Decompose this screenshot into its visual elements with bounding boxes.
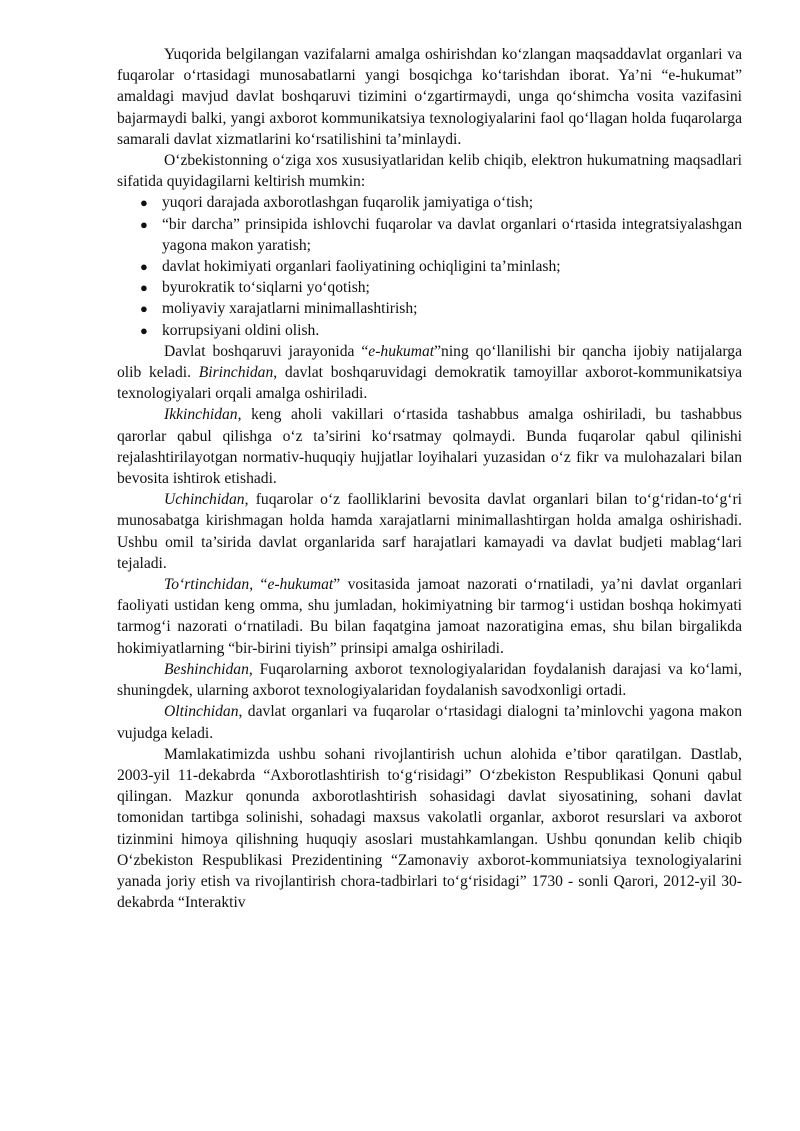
list-item: ● “bir darcha” prinsipida ishlovchi fuqarolar va davlat organlari o‘rtasida integratsiyalashgan yagona makon yaratish; xyxy=(140,215,742,254)
paragraph-fifth: Beshinchidan, Fuqarolarning axborot texnologiyalaridan foydalanish darajasi va ko‘lami, shuningdek, ularning axborot texnologiyalaridan foydalanish savodxonligi ortadi. xyxy=(117,660,742,700)
bullet-icon: ● xyxy=(140,280,148,296)
paragraph-benefits: Davlat boshqaruvi jarayonida “e-hukumat”ning qo‘llanilishi bir qancha ijobiy natijalarga olib keladi. Birinchidan, davlat boshqaruvidagi demokratik tamoyillar axborot-kommunikatsiya texnologiyalari orqali amalga oshiriladi. xyxy=(117,342,743,403)
paragraph-second: Ikkinchidan, keng aholi vakillari o‘rtasida tashabbus amalga oshiriladi, bu tashabbus qarorlar qabul qilishga o‘z ta’sirini ko‘rsatmay qolmaydi. Bunda fuqarolar qabul qilinishi rejalashtirilayotgan normativ-huquqiy hujjatlar loyihalari yuzasidan o‘z fikr va mulohazalari bilan bevosita ishtirok etishadi. xyxy=(117,406,742,488)
bullet-icon: ● xyxy=(140,301,148,317)
paragraph-sixth: Oltinchidan, davlat organlari va fuqarolar o‘rtasidagi dialogni ta’minlovchi yagona makon vujudga keladi. xyxy=(117,703,742,742)
goals-list xyxy=(117,192,742,340)
bullet-icon: ● xyxy=(140,195,148,211)
list-item: ● korrupsiyani oldini olish. xyxy=(162,320,742,341)
list-item: ● davlat hokimiyati organlari faoliyatining ochiqligini ta’minlash; xyxy=(162,256,742,277)
paragraph-fourth: To‘rtinchidan, “e-hukumat” vositasida jamoat nazorati o‘rnatiladi, ya’ni davlat organlari faoliyati ustidan keng omma, shu jumladan, hokimiyatning bir tarmog‘i ustidan boshqa hokimyati tarmog‘i nazorati o‘rnatiladi. Bu bilan faqatgina jamoat nazoratigina emas, shu bilan birgalikda hokimiyatlarning “bir-birini tiyish” prinsipi amalga oshiriladi. xyxy=(117,576,743,657)
bullet-icon: ● xyxy=(140,259,148,275)
paragraph-goals-lead: O‘zbekistonning o‘ziga xos xususiyatlaridan kelib chiqib, elektron hukumatning maqsadlari sifatida quyidagilarni keltirish mumkin: xyxy=(117,152,742,191)
paragraph-legislation: Mamlakatimizda ushbu sohani rivojlantirish uchun alohida e’tibor qaratilgan. Dastlab, 2003-yil 11-dekabrda “Axborotlashtirish to‘g‘risidagi” O‘zbekiston Respublikasi Qonuni qabul qilingan. Mazkur qonunda axborotlashtirish sohasidagi davlat siyosatining, sohani davlat tomonidan tartibga solinishi, sohadagi maxsus vakolatli organlar, axborot resurslari va axborot tizinmini himoya qilishning huquqiy asoslari mustahkamlangan. Ushbu qonundan kelib chiqib O‘zbekiston Respublikasi Prezidentining “Zamonaviy axborot-kommuniatsiya texnologiyalarini yanada joriy etish va rivojlantirish chora-tadbirlari to‘g‘risidagi” 1730 - sonli Qarori, 2012-yil 30-dekabrda “Interaktiv xyxy=(117,745,742,912)
bullet-icon: ● xyxy=(140,322,148,338)
paragraph-third: Uchinchidan, fuqarolar o‘z faolliklarini bevosita davlat organlari bilan to‘g‘ridan-to‘g‘ri munosabatga kirishmagan holda hamda xarajatlarni minimallashtirgan holda amalga oshirishadi. Ushbu omil ta’sirida davlat organlarida sarf harajatlari kamayadi va davlat budjeti mablag‘lari tejaladi. xyxy=(117,491,742,572)
list-item: ● yuqori darajada axborotlashgan fuqarolik jamiyatiga o‘tish; xyxy=(162,192,742,213)
list-item: ● byurokratik to‘siqlarni yo‘qotish; xyxy=(162,277,742,298)
paragraph-intro: Yuqorida belgilangan vazifalarni amalga oshirishdan ko‘zlangan maqsaddavlat organlari va fuqarolar o‘rtasidagi munosabatlarni yangi bosqichga ko‘tarishdan iborat. Ya’ni “e-hukumat” amaldagi mavjud davlat boshqaruvi tizimini o‘zgartirmaydi, unga qo‘shimcha vosita vazifasini bajarmaydi balki, yangi axborot kommunikatsiya texnologiyalarini faol qo‘llagan holda fuqarolarga samarali davlat xizmatlarini ko‘rsatilishini ta’minlaydi. xyxy=(117,46,742,148)
list-item: ● moliyaviy xarajatlarni minimallashtirish; xyxy=(162,298,742,319)
bullet-icon: ● xyxy=(140,216,148,232)
